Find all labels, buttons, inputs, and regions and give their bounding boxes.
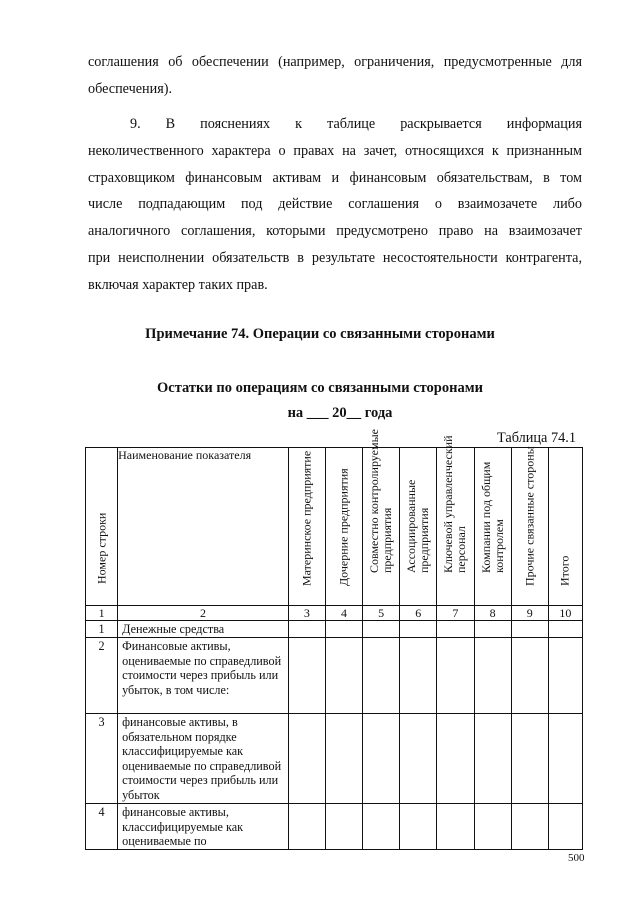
text-line: числе подпадающим под действие соглашения о взаимозачете либо [88,196,582,213]
column-numbers-row [86,606,583,621]
text-line: соглашения об обеспечении (например, ограничения, предусмотренные для [88,54,582,70]
text-line: при неисполнении обязательств в результате несостоятельности контрагента, [88,249,582,266]
text-line: обеспечения). [88,80,173,97]
column-number: 1 [86,606,118,621]
text-line: страховщиком финансовым активам и финансовым обязательствам, в том [88,169,582,186]
value-cell [288,638,325,714]
value-cell [400,638,437,714]
header-col: Материнское предприятие [288,448,325,606]
column-number: 8 [474,606,511,621]
header-col: Ключевой управленческий персонал [437,448,474,606]
table-row [86,804,583,850]
table-row [86,621,583,638]
value-cell [325,714,362,804]
value-cell [288,621,325,638]
value-cell [325,638,362,714]
value-cell [325,621,362,638]
value-cell [363,714,400,804]
value-cell [400,714,437,804]
row-number: 3 [86,714,118,804]
value-cell [363,638,400,714]
value-cell [363,621,400,638]
table-row [86,638,583,714]
row-number: 2 [86,638,118,714]
value-cell [437,638,474,714]
value-cell [474,638,511,714]
header-col: Итого [548,448,582,606]
column-number: 10 [548,606,582,621]
text-line: аналогичного соглашения, которыми предусмотрено право на взаимозачет [88,223,582,240]
row-number: 4 [86,804,118,850]
value-cell [548,714,582,804]
note-heading: Примечание 74. Операции со связанными сторонами [145,326,495,342]
row-name: Денежные средства [118,621,289,638]
text-line: неколичественного характера о правах на зачет, относящихся к признанным [88,142,582,159]
value-cell [437,804,474,850]
value-cell [474,804,511,850]
paragraph-item-9 [88,113,582,301]
value-cell [437,714,474,804]
value-cell [437,621,474,638]
date-line: на ___ 20__ года [287,405,393,421]
table-caption: Таблица 74.1 [496,430,576,446]
value-cell [288,714,325,804]
value-cell [548,638,582,714]
header-col: Дочерние предприятия [325,448,362,606]
table-header-row [86,448,583,606]
column-number: 7 [437,606,474,621]
column-number: 4 [325,606,362,621]
value-cell [511,714,548,804]
header-col: Совместно контролируемые предприятия [363,448,400,606]
value-cell [474,621,511,638]
value-cell [548,804,582,850]
row-name: финансовые активы, классифицируемые как оцениваемые по [118,804,289,850]
row-name: Финансовые активы, оцениваемые по справедливой стоимости через прибыль или убыток, в том числе: [118,638,289,714]
value-cell [548,621,582,638]
paragraph-continuation [88,51,582,105]
header-col: Прочие связанные стороны [511,448,548,606]
page-number: 500 [568,852,585,864]
column-number: 5 [363,606,400,621]
header-col: Ассоциированные предприятия [400,448,437,606]
header-col: Компании под общим контролем [474,448,511,606]
value-cell [511,804,548,850]
text-line: 9. В пояснениях к таблице раскрывается информация [130,116,582,132]
value-cell [363,804,400,850]
value-cell [288,804,325,850]
header-row-number: Номер строки [86,448,118,606]
column-number: 2 [118,606,289,621]
value-cell [325,804,362,850]
column-number: 9 [511,606,548,621]
column-number: 3 [288,606,325,621]
value-cell [474,714,511,804]
table-heading: Остатки по операциям со связанными сторонами [157,380,483,396]
value-cell [511,621,548,638]
table-row [86,714,583,804]
row-number: 1 [86,621,118,638]
header-indicator: Наименование показателя [118,448,289,606]
value-cell [400,804,437,850]
row-name: финансовые активы, в обязательном порядке классифицируемые как оцениваемые по справедливой стоимости через прибыль или убыток [118,714,289,804]
text-line: включая характер таких прав. [88,276,268,293]
column-number: 6 [400,606,437,621]
value-cell [511,638,548,714]
value-cell [400,621,437,638]
